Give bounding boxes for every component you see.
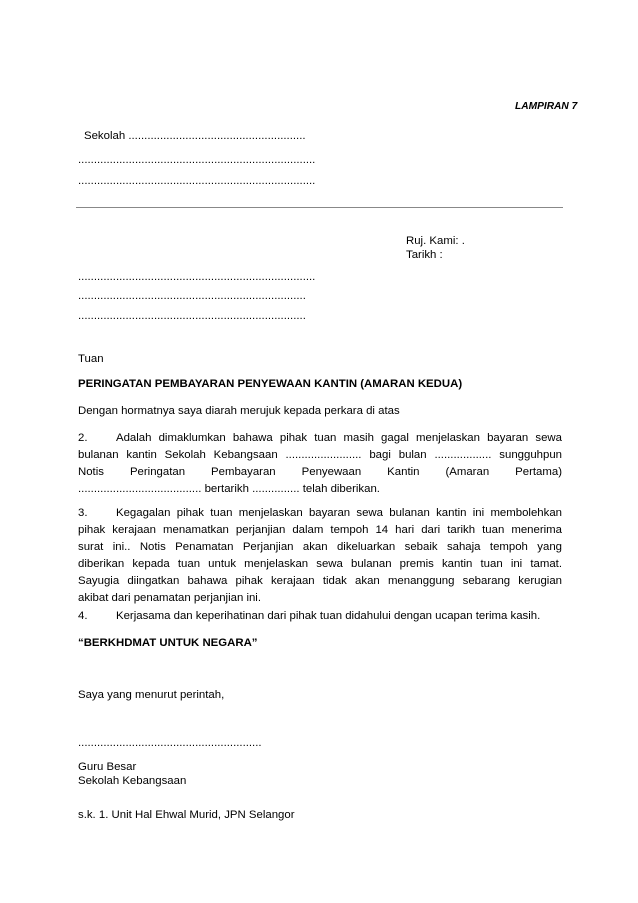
- lampiran-label: LAMPIRAN 7: [515, 101, 578, 112]
- paragraph-4: [78, 609, 540, 623]
- paragraph-2-line-3: Notis Peringatan Pembayaran Penyewaan Kantin (Amaran Pertama): [78, 466, 562, 478]
- paragraph-3-line-4: diberikan kepada tuan untuk menjelaskan sewa bulanan premis kantin tuan ini tamat.: [78, 558, 562, 570]
- closing-phrase: Saya yang menurut perintah,: [78, 689, 225, 701]
- paragraph-2-line-1-text: Adalah dimaklumkan bahawa pihak tuan masih gagal menjelaskan bayaran sewa: [116, 432, 562, 444]
- paragraph-4-number: 4.: [78, 610, 88, 622]
- signature-line: ..........................................................: [78, 737, 262, 749]
- header-divider: [76, 207, 563, 208]
- paragraph-3: [78, 505, 562, 607]
- paragraph-3-line-5: Sayugia diingatkan bahawa pihak kerajaan tidak akan menanggung sebarang kerugian: [78, 575, 562, 587]
- school-name-line: Sekolah ........................................................: [84, 130, 306, 142]
- salutation: Tuan: [78, 353, 104, 365]
- paragraph-3-line-3: surat ini.. Notis Penamatan Perjanjian akan dikeluarkan sebaik sahaja tempoh yang: [78, 541, 562, 553]
- recipient-line-1: ...........................................................................: [78, 271, 316, 283]
- paragraph-2-line-4: ....................................... bertarikh ............... telah diberikan.: [78, 483, 380, 495]
- reference-date: Tarikh :: [406, 249, 443, 261]
- paragraph-2-line-2: bulanan kantin Sekolah Kebangsaan ........................ bagi bulan .................. sungguhpun: [78, 449, 562, 461]
- paragraph-3-number: 3.: [78, 507, 88, 519]
- paragraph-4-text: Kerjasama dan keperihatinan dari pihak tuan didahului dengan ucapan terima kasih.: [116, 610, 541, 622]
- paragraph-3-line-1: [78, 505, 562, 522]
- reference-number: Ruj. Kami: .: [406, 235, 465, 247]
- paragraph-3-line-2: pihak kerajaan menamatkan perjanjian dalam tempoh 14 hari dari tarikh tuan menerima: [78, 524, 562, 536]
- paragraph-2: [78, 430, 562, 498]
- paragraph-3-line-1-text: Kegagalan pihak tuan menjelaskan bayaran sewa bulanan kantin ini membolehkan: [116, 507, 562, 519]
- carbon-copy: s.k. 1. Unit Hal Ehwal Murid, JPN Selangor: [78, 809, 295, 821]
- signatory-school: Sekolah Kebangsaan: [78, 775, 187, 787]
- motto: “BERKHDMAT UNTUK NEGARA”: [78, 637, 258, 649]
- signatory-title: Guru Besar: [78, 761, 137, 773]
- recipient-line-2: ........................................................................: [78, 290, 306, 302]
- opening-sentence: Dengan hormatnya saya diarah merujuk kepada perkara di atas: [78, 405, 400, 417]
- recipient-line-3: ........................................................................: [78, 310, 306, 322]
- subject-heading: PERINGATAN PEMBAYARAN PENYEWAAN KANTIN (AMARAN KEDUA): [78, 378, 463, 390]
- paragraph-3-line-6: akibat dari penamatan perjanjian ini.: [78, 592, 262, 604]
- school-address-line-2: ...........................................................................: [78, 175, 316, 187]
- school-address-line-1: ...........................................................................: [78, 154, 316, 166]
- paragraph-2-line-1: [78, 430, 562, 447]
- paragraph-2-number: 2.: [78, 432, 88, 444]
